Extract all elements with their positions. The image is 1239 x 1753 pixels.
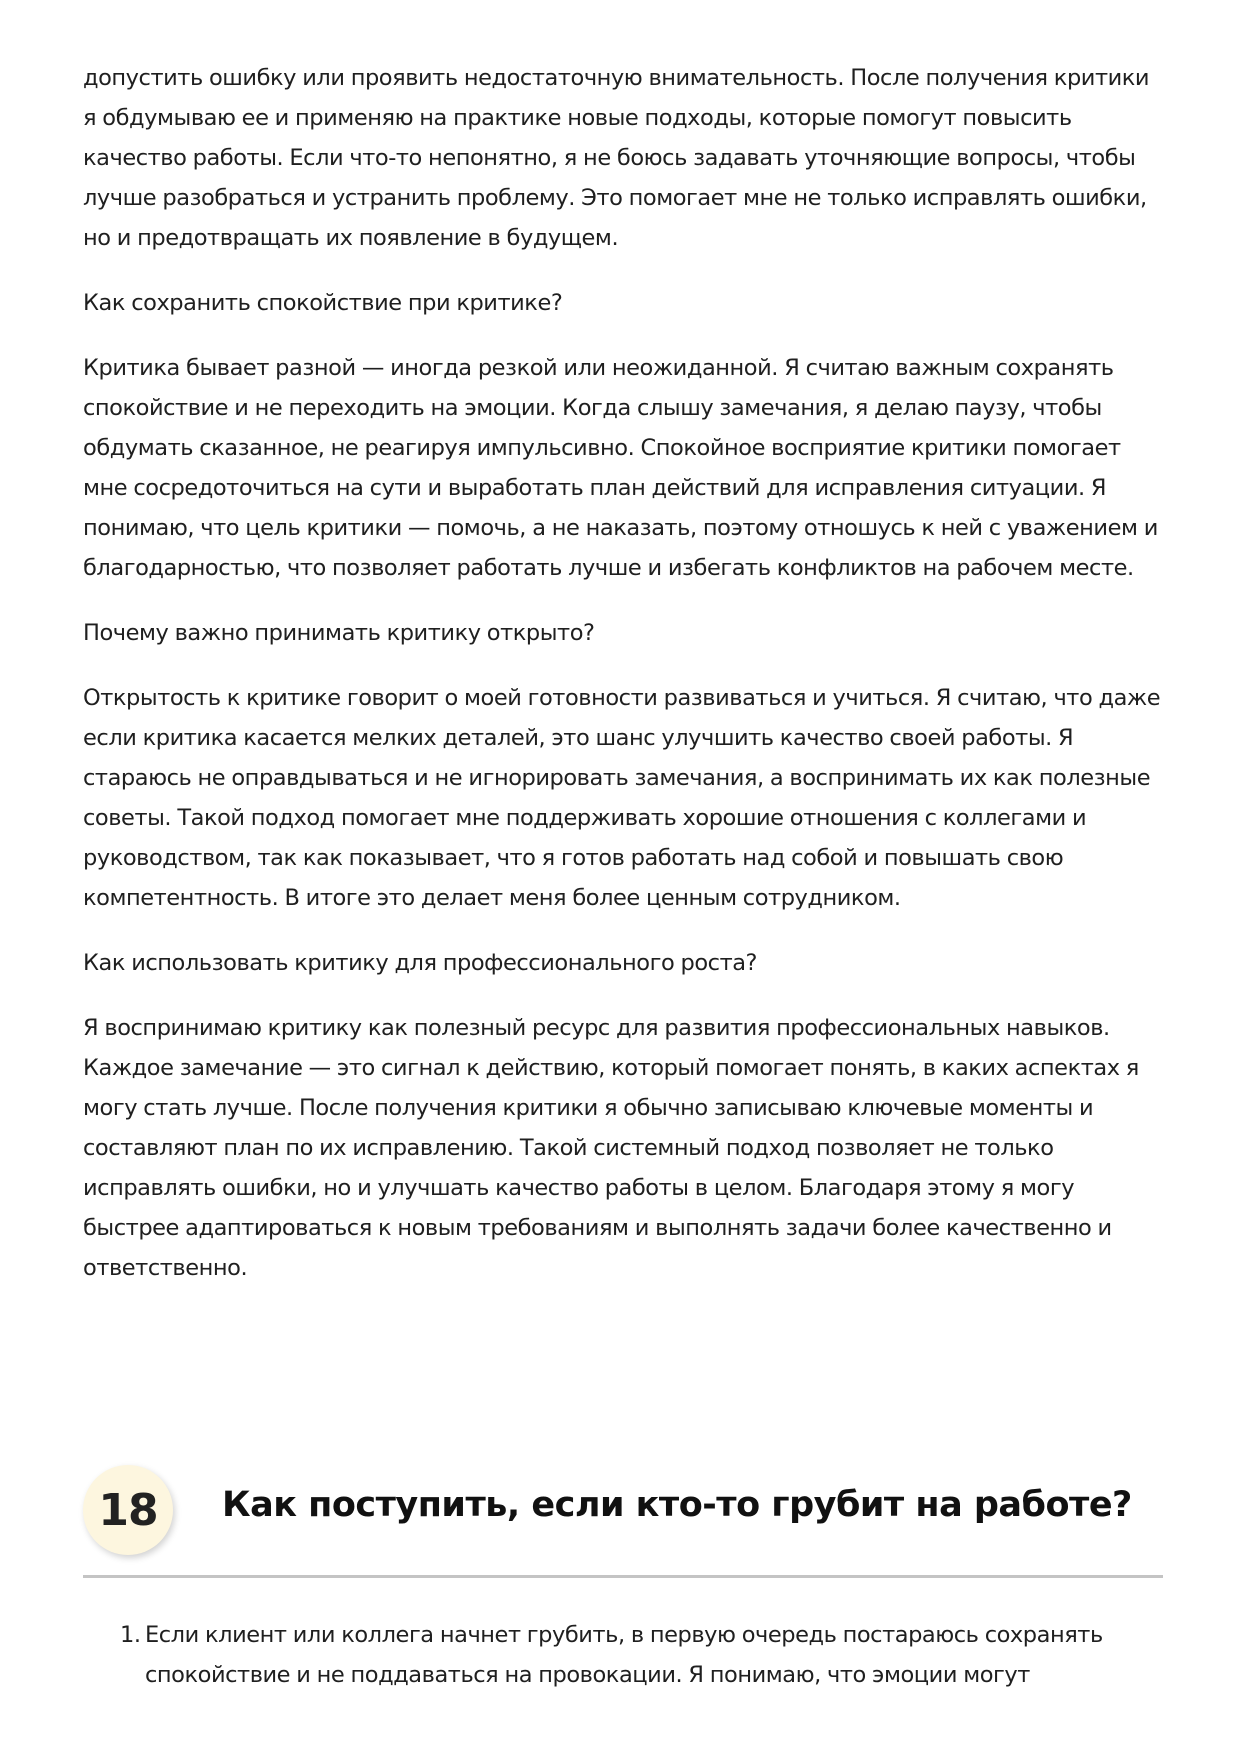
subheading-calm: Как сохранить спокойствие при критике? <box>83 290 563 316</box>
paragraph-calm: Критика бывает разной — иногда резкой или неожиданной. Я считаю важным сохранять спокойствие и не переходить на эмоции. Когда слышу замечания, я делаю паузу, чтобы обдумать сказанное, не реагируя импульсивно. Спокойное восприятие критики помогает мне сосредоточиться на сути и выработать план действий для исправления ситуации. Я понимаю, что цель критики — помочь, а не наказать, поэтому отношусь к ней с уважением и благодарностью, что позволяет работать лучше и избегать конфликтов на рабочем месте. <box>83 355 1158 581</box>
list-item-text: Если клиент или коллега начнет грубить, в первую очередь постараюсь сохранять спокойствие и не поддаваться на провокации. Я понимаю, что эмоции могут <box>145 1622 1103 1688</box>
subheading-growth: Как использовать критику для профессионального роста? <box>83 950 758 976</box>
paragraph-open: Открытость к критике говорит о моей готовности развиваться и учиться. Я считаю, что даже если критика касается мелких деталей, это шанс улучшить качество своей работы. Я стараюсь не оправдываться и не игнорировать замечания, а воспринимать их как полезные советы. Такой подход помогает мне поддерживать хорошие отношения с коллегами и руководством, так как показывает, что я готов работать над собой и повышать свою компетентность. В итоге это делает меня более ценным сотрудником. <box>83 685 1161 911</box>
question-number-badge: 18 <box>83 1465 173 1555</box>
list-item <box>83 1615 1163 1695</box>
answer-list <box>83 1615 1163 1695</box>
section-divider <box>83 1575 1163 1578</box>
paragraph-intro: допустить ошибку или проявить недостаточную внимательность. После получения критики я обдумываю ее и применяю на практике новые подходы, которые помогут повысить качество работы. Если что-то непонятно, я не боюсь задавать уточняющие вопросы, чтобы лучше разобраться и устранить проблему. Это помогает мне не только исправлять ошибки, но и предотвращать их появление в будущем. <box>83 65 1150 251</box>
list-item-number: 1. <box>120 1622 141 1648</box>
subheading-open: Почему важно принимать критику открыто? <box>83 620 595 646</box>
section-title: Как поступить, если кто-то грубит на работе? <box>222 1485 1132 1525</box>
paragraph-growth: Я воспринимаю критику как полезный ресурс для развития профессиональных навыков. Каждое замечание — это сигнал к действию, который помогает понять, в каких аспектах я могу стать лучше. После получения критики я обычно записываю ключевые моменты и составляют план по их исправлению. Такой системный подход позволяет не только исправлять ошибки, но и улучшать качество работы в целом. Благодаря этому я могу быстрее адаптироваться к новым требованиям и выполнять задачи более качественно и ответственно. <box>83 1015 1139 1281</box>
article-body <box>83 58 1163 1288</box>
